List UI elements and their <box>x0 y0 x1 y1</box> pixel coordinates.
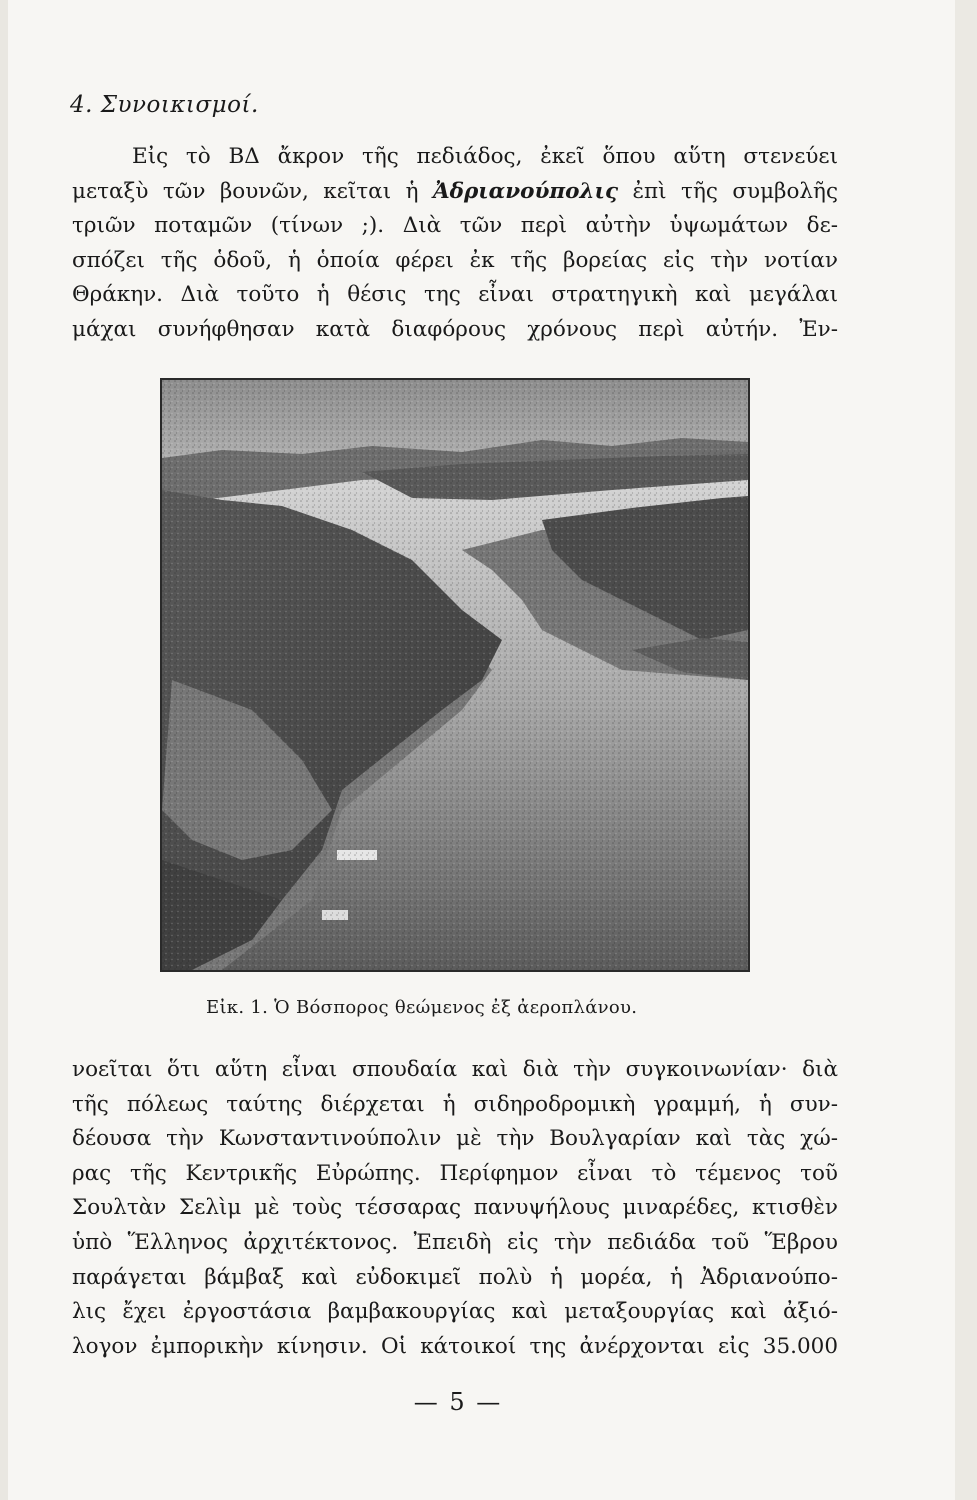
text-line: τριῶν ποταμῶν (τίνων ;). Διὰ τῶν περὶ αὐτὴν ὑψωμάτων δε- <box>72 213 838 239</box>
text-line: λογον ἐμπορικὴν κίνησιν. Οἱ κάτοικοί της ἀνέρχονται εἰς 35.000 <box>72 1333 838 1359</box>
photo-illustration <box>162 380 748 970</box>
text-line: νοεῖται ὅτι αὕτη εἶναι σπουδαία καὶ διὰ τὴν συγκοινωνίαν· διὰ <box>72 1057 838 1082</box>
city-name-emphasis: Ἀδριανούπολις <box>432 178 619 204</box>
text-line: μάχαι συνήφθησαν κατὰ διαφόρους χρόνους περὶ αὐτήν. Ἐν- <box>72 316 838 342</box>
text-run: ἐπὶ τῆς συμβολῆς <box>632 178 838 204</box>
text-line: λις ἔχει ἐργοστάσια βαμβακουργίας καὶ μεταξουργίας καὶ ἀξιό- <box>72 1299 838 1325</box>
photo-grain <box>162 380 748 970</box>
paragraph-1 <box>72 140 838 348</box>
text-line: Θράκην. Διὰ τοῦτο ἡ θέσις της εἶναι στρατηγικὴ καὶ μεγάλαι <box>72 282 838 308</box>
bosporus-aerial-photo <box>160 378 750 972</box>
text-line: σπόζει τῆς ὁδοῦ, ἡ ὁποία φέρει ἐκ τῆς βορείας εἰς τὴν νοτίαν <box>72 247 838 273</box>
text-line: δέουσα τὴν Κωνσταντινούπολιν μὲ τὴν Βουλγαρίαν καὶ τὰς χώ- <box>72 1126 838 1152</box>
text-run: μεταξὺ τῶν βουνῶν, κεῖται ἡ <box>72 178 419 204</box>
text-line: παράγεται βάμβαξ καὶ εὐδοκιμεῖ πολὺ ἡ μορέα, ἡ Ἀδριανούπο- <box>72 1264 838 1290</box>
figure-caption: Εἰκ. 1. Ὁ Βόσπορος θεώμενος ἐξ ἀεροπλάνου. <box>206 997 638 1018</box>
text-line: τῆς πόλεως ταύτης διέρχεται ἡ σιδηροδρομικὴ γραμμή, ἡ συν- <box>72 1091 838 1117</box>
text-line <box>72 175 838 210</box>
bosporus-aerial-photo-figure <box>160 378 750 972</box>
text-line: Σουλτὰν Σελὶμ μὲ τοὺς τέσσαρας πανυψήλους μιναρέδες, κτισθὲν <box>72 1195 838 1221</box>
page-number: — 5 — <box>413 1388 503 1416</box>
section-heading: 4. Συνοικισμοί. <box>70 92 259 118</box>
text-line: ὑπὸ Ἕλληνος ἀρχιτέκτονος. Ἐπειδὴ εἰς τὴν πεδιάδα τοῦ Ἕβρου <box>72 1229 838 1255</box>
paragraph-2 <box>72 1053 838 1364</box>
text-line: Εἰς τὸ ΒΔ ἄκρον τῆς πεδιάδος, ἐκεῖ ὅπου αὕτη στενεύει <box>132 144 838 169</box>
text-line: ρας τῆς Κεντρικῆς Εὐρώπης. Περίφημον εἶναι τὸ τέμενος τοῦ <box>72 1160 838 1186</box>
